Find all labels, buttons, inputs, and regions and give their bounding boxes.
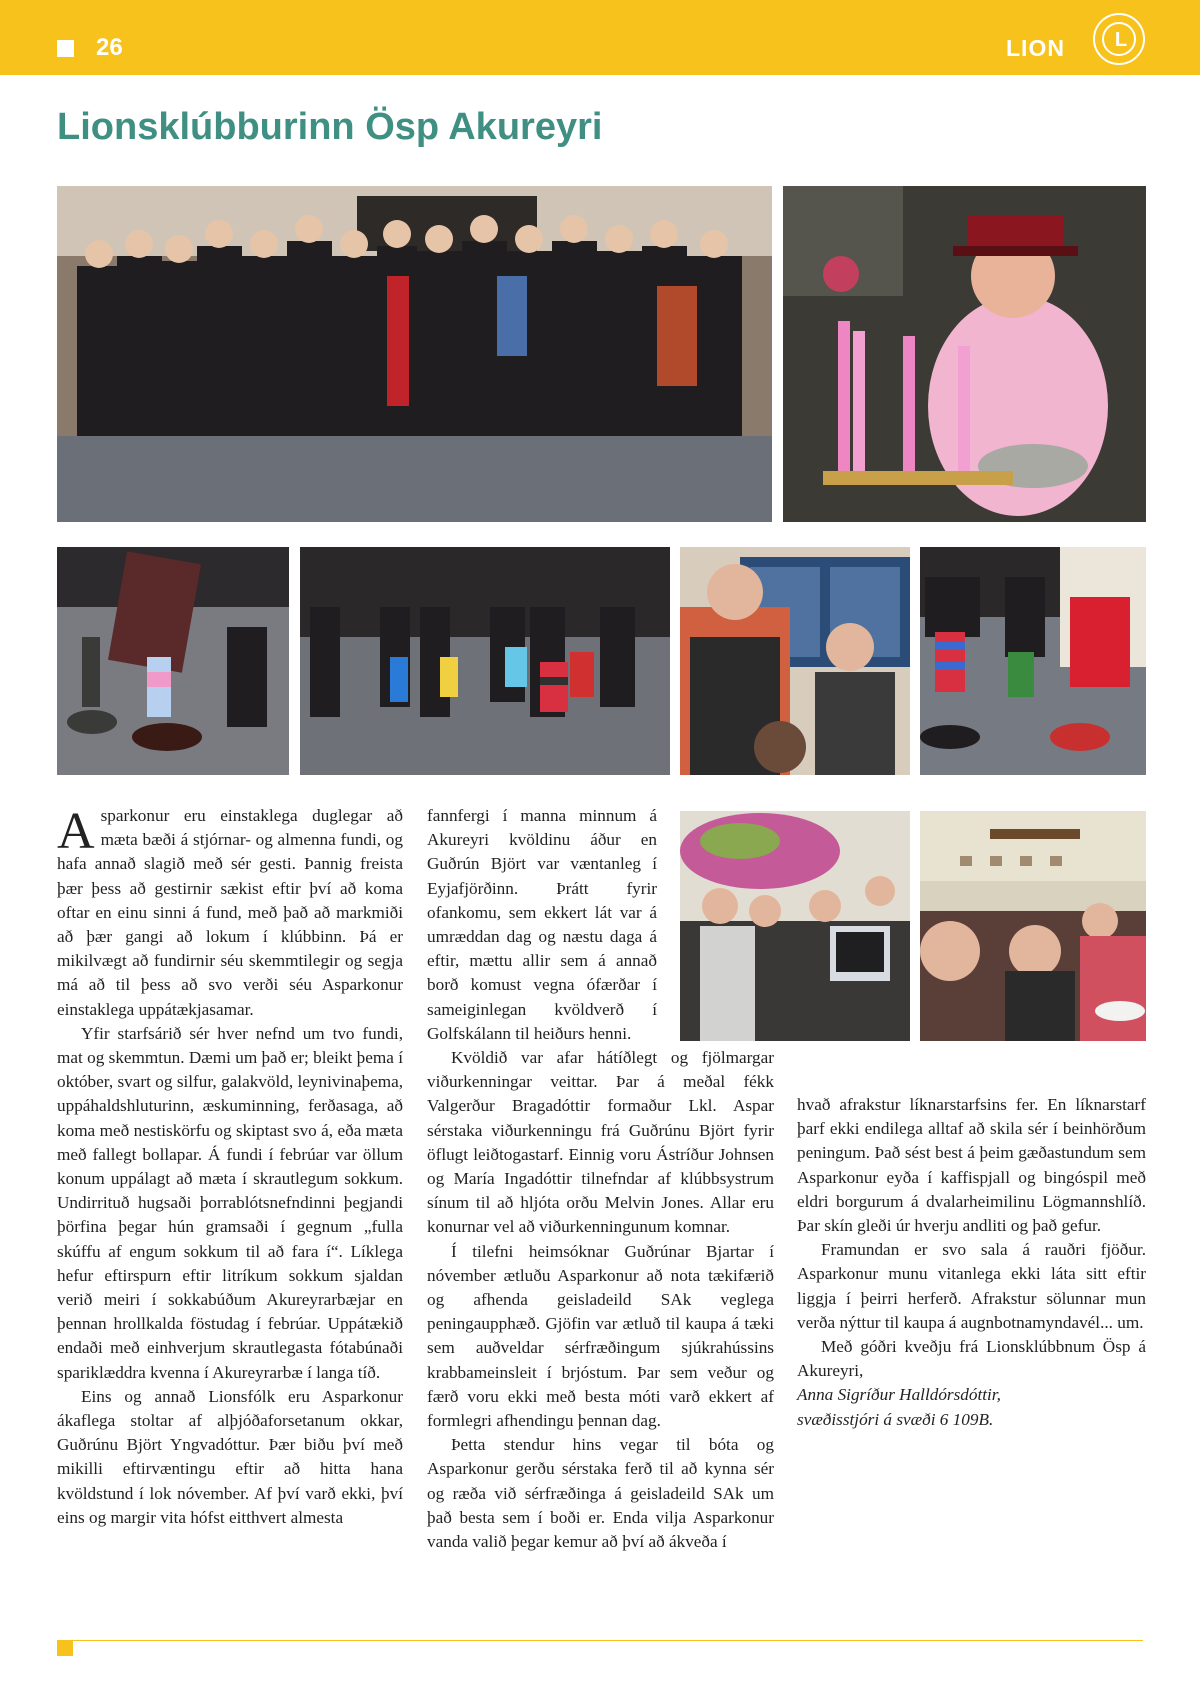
article-column-3 <box>797 1093 1146 1432</box>
drop-cap: A <box>57 803 95 860</box>
hat-lady-photo <box>783 186 1146 522</box>
paragraph-1 <box>57 804 403 1022</box>
signature-title: svæðisstjóri á svæði 6 109B. <box>797 1409 994 1429</box>
socks-photo-3 <box>920 547 1146 775</box>
paragraph-4-text: fannfergi í manna minnum á Akureyri kvöldinu áður en Guðrún Björt var væntanleg í Eyjafjörðinn. Þrátt fyrir ofankomu, sem ekkert lát var á umræddan dag og næstu daga á eftir, mættu allir sem á annað borð komust vegna ófærðar í sameiginlegan kvöldverð í Golfskálann til heiðurs henni. <box>427 806 657 1043</box>
bingo-photo <box>680 547 910 775</box>
paragraph-5-text: Kvöldið var afar hátíðlegt og fjölmargar viðurkenningar veittar. Þar á meðal fékk Valgerður Bragadóttir formaður Lkl. Aspar sérstaka viðurkenningu frá Guðrúnu Björt fyrir öflugt leiðtogastarf. Einnig voru Ástríður Johnsen og María Ingadóttir tilnefndar af klúbbsystrum sínum til að hljóta orðu Melvin Jones. Allar eru konurnar vel að viðurkenningunum komnar. <box>427 1048 774 1237</box>
logo-letter: L <box>1114 29 1128 51</box>
page-marker-icon <box>57 40 74 57</box>
magazine-name: LION <box>1006 35 1065 61</box>
article-column-2 <box>427 804 774 1554</box>
signature-name: Anna Sigríður Halldórsdóttir, <box>797 1385 1001 1405</box>
paragraph-10: Með góðri kveðju frá Lionsklúbbnum Ösp á Akureyri, <box>797 1337 1146 1381</box>
footer-marker-icon <box>57 1640 73 1656</box>
group-photo <box>57 186 772 522</box>
paragraph-6: Í tilefni heimsóknar Guðrúnar Bjartar í nóvember ætluðu Asparkonur að nota tækifærið og afhenda geisladeild SAk veglega peningaupphæð. Gjöfin var ætluð til kaupa á tæki sem auðveldar sérfræðingum sjúkrahússins krabbameinsleit í brjóstum. Þar sem veður og færð voru ekki með besta móti varð ekkert af formlegri afhendingu þennan dag. <box>427 1241 774 1431</box>
paragraph-3: Eins og annað Lionsfólk eru Asparkonur ákaflega stoltar af alþjóðaforsetanum okkar, Guðrúnu Björt Yngvadóttur. Þær biðu því með mikilli eftirvæntingu eftir að hitta hana kvöldstund í lok nóvember. Af því varð ekki, því eins og margir vita hófst eitthvert almesta <box>57 1386 403 1527</box>
paragraph-2: Yfir starfsárið sér hver nefnd um tvo fundi, mat og skemmtun. Dæmi um það er; bleikt þema í október, svart og silfur, galakvöld, leynivinaþema, uppáhaldshluturinn, æskuminning, ferðasaga, að koma með nestiskörfu og skiptast svo á, eða mæta með fallegt bollapar. Á fundi í febrúar var öllum konum uppálagt að mæta í skrautlegum sokkum. Undirrituð hugsaði þorrablótsnefndinni þegjandi þörfina þegar hún gramsaði í gegnum „fulla skúffu af engum sokkum til að fara í“. Líklega hefur eftirspurn eftir litríkum sokkum sjaldan verið meiri í sokkabúðum Akureyrarbæjar en þennan hrollkalda föstudag í febrúar. Uppátækið endaði með einhverjum skrautlegasta fótabúnaði spariklæddra kvenna í Akureyrarbæ í langa tíð. <box>57 1023 403 1382</box>
socks-photo-1 <box>57 547 289 775</box>
paragraph-4 <box>427 804 657 1046</box>
socks-photo-2 <box>300 547 670 775</box>
lions-logo-icon <box>1093 13 1145 65</box>
footer-rule <box>73 1640 1143 1641</box>
page-number: 26 <box>96 34 123 61</box>
paragraph-1-text: sparkonur eru einstaklega duglegar að mæta bæði á stjórnar- og almenna fundi, og hafa annað slagið með sér gesti. Þannig freista þær þess að gestirnir sækist eftir því að koma oftar en einu sinni á fund, með það að markmiði að þær gangi að lokum í klúbbinn. Þá er mikilvægt að fundirnir séu skemmtilegir og segja má að til þess að svo verði séu Asparkonur einstaklega uppátækjasamar. <box>57 806 403 1019</box>
dining-photo <box>920 811 1146 1041</box>
paragraph-7: Þetta stendur hins vegar til bóta og Asparkonur gerðu sérstaka ferð til að kynna sér og ræða við sérfræðinga á geisladeild SAk um það besta sem í boði er. Enda vilja Asparkonur vanda valið þegar kemur að því að ákveða í <box>427 1435 774 1552</box>
paragraph-9: Framundan er svo sala á rauðri fjöður. Asparkonur munu vitanlega ekki láta sitt eftir liggja í þeirri herferð. Afrakstur sölunnar mun verða nýttur til kaupa á augnbotnamyndavél... um. <box>797 1240 1146 1332</box>
paragraph-8: hvað afrakstur líknarstarfsins fer. En líknarstarf þarf ekki endilega alltaf að skila sér í beinhörðum peningum. Það sést best á þeim gæðastundum sem Asparkonur eyða í kaffispjall og bingóspil með eldri borgurum á dvalarheimilinu Lögmannshlíð. Þar skín gleði úr hverju andliti og það gefur. <box>797 1095 1146 1236</box>
article-title: Lionsklúbburinn Ösp Akureyri <box>57 106 603 148</box>
article-column-1 <box>57 804 403 1530</box>
paragraph-5 <box>427 1046 774 1240</box>
